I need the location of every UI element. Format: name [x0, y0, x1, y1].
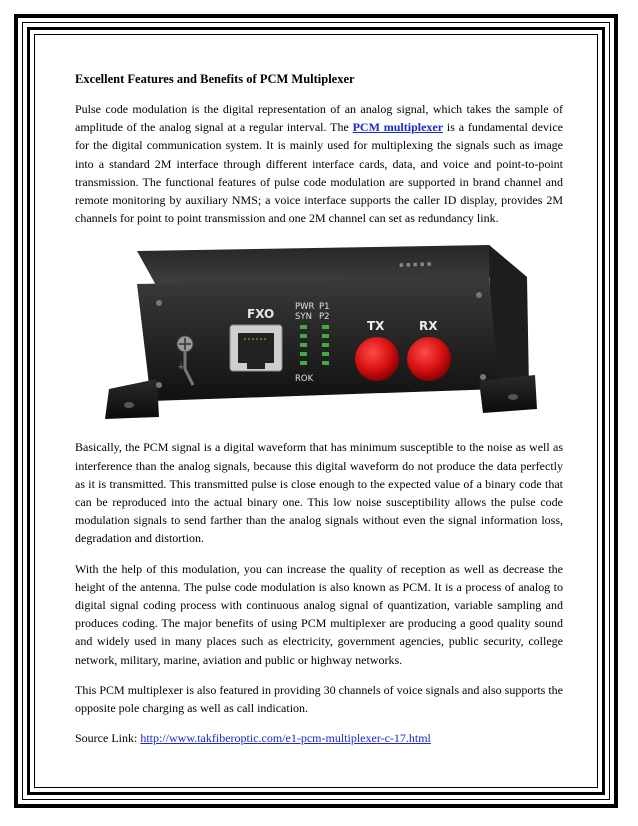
- p2-label: P2: [319, 312, 330, 323]
- fxo-label: FXO: [247, 307, 275, 322]
- panel-screw-icon: [480, 374, 486, 380]
- rx-label: RX: [419, 319, 438, 334]
- device-top-marking: ▪ ▪ ▪ ▪ ▪: [398, 260, 432, 270]
- panel-screw-icon: [476, 292, 482, 298]
- rok-label: ROK: [295, 374, 314, 385]
- mount-hole-icon: [124, 402, 134, 408]
- document-heading: Excellent Features and Benefits of PCM Multiplexer: [75, 72, 355, 86]
- paragraph-channels: This PCM multiplexer is also featured in providing 30 channels of voice signals and also supports the opposite pole charging as well as call indication.: [75, 682, 563, 716]
- panel-screw-icon: [156, 382, 162, 388]
- paragraph-modulation: With the help of this modulation, you can increase the quality of reception as well as decrease the height of the antenna. The pulse code modulation is also known as PCM. It is a process of analog to digital signal coding process with continuous analog signal of quantization, variable sampling and produces coding. The major benefits of using PCM multiplexer are producing a good quality sound and widely used in many places such as electricity, government agencies, public security, college network, military, marine, aviation and public or highway networks.: [75, 561, 563, 667]
- paragraph-intro-text-after: is a fundamental device for the digital communication system. It is mainly used for multiplexing the signals such as image into a standard 2M interface through different interface cards, data, and voice and point-to-point transmission. The functional features of pulse code modulation are supported in brand channel and remote monitoring by auxiliary NMS; a voice interface supports the caller ID display, provides 2M channels for point to point transmission and one 2M channel can set as redundancy link.: [75, 120, 563, 226]
- paragraph-intro-text-before: Pulse code modulation is the digital representation of an analog signal, which takes the sample of amplitude of the analog signal at a regular interval. The: [75, 102, 563, 135]
- source-label: Source Link:: [75, 731, 141, 746]
- source-line: [75, 729, 563, 747]
- paragraph-intro: [75, 100, 563, 227]
- paragraph-signal: Basically, the PCM signal is a digital waveform that has minimum susceptible to the noise as well as interference than the analog signals, because this digital waveform do not produce the data perfectly as it is transmitted. This transmitted pulse is close enough to the expected value of a binary code that can be reproduced into the actual binary one. This low noise susceptibility allows the pulse code modulation signals to send farther than the analog signals without even the signal information loss, degradation and distortion.: [75, 440, 563, 546]
- source-link[interactable]: http://www.takfiberoptic.com/e1-pcm-multiplexer-c-17.html: [140, 731, 431, 746]
- tx-label: TX: [367, 319, 385, 334]
- pwr-label: PWR: [295, 302, 315, 313]
- mount-hole-icon: [508, 394, 518, 400]
- tx-fiber-port: [355, 337, 399, 381]
- document-body: [75, 70, 563, 759]
- rx-fiber-port: [407, 337, 451, 381]
- pcm-multiplexer-photo: [99, 239, 539, 424]
- pcm-multiplexer-link[interactable]: PCM multiplexer: [352, 120, 444, 135]
- device-right-mount: [479, 375, 537, 413]
- p1-label: P1: [319, 302, 330, 313]
- panel-screw-icon: [156, 300, 162, 306]
- syn-label: SYN: [295, 312, 312, 323]
- ground-symbol-icon: ⏚: [177, 362, 185, 372]
